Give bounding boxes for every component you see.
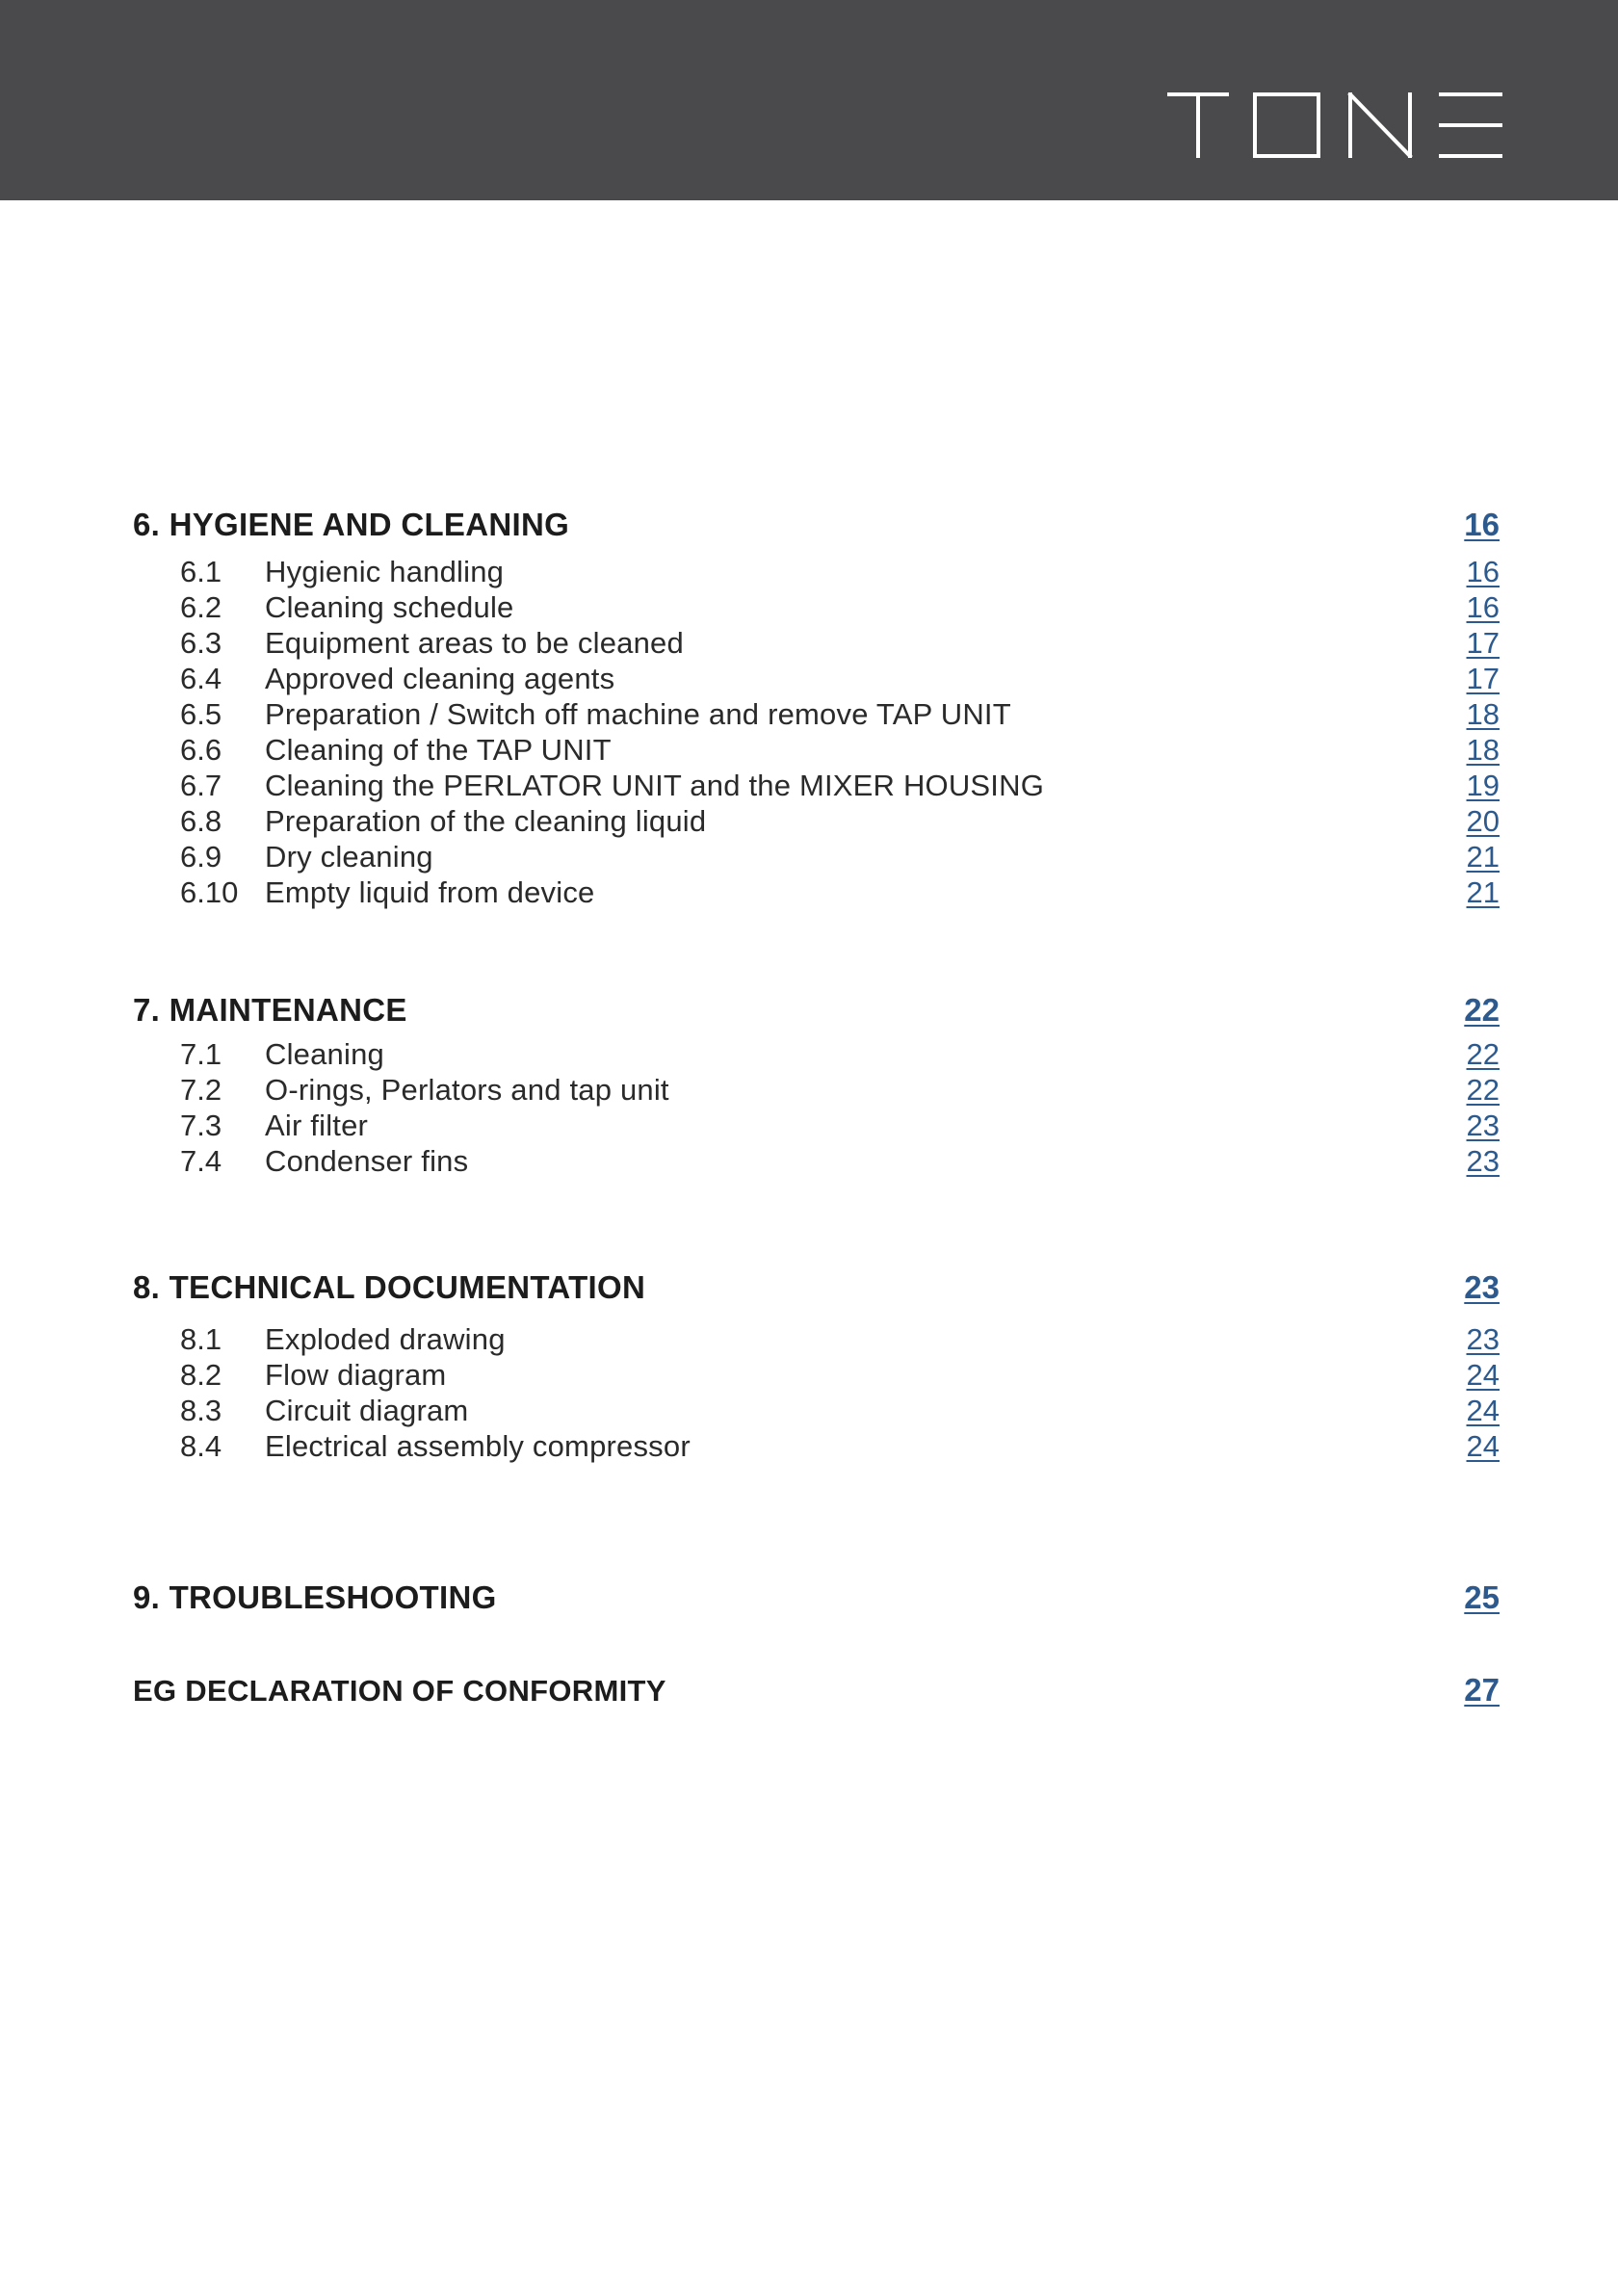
item-number: 6.3 [180,626,222,660]
section-title: 9. TROUBLESHOOTING [133,1579,497,1615]
toc-item-7-2 [133,1075,1500,1113]
item-page-link[interactable]: 17 [1466,626,1500,660]
item-title: Empty liquid from device [265,875,595,909]
toc-item-8-1 [133,1324,1500,1363]
item-page-link[interactable]: 24 [1466,1394,1500,1427]
item-title: Dry cleaning [265,840,433,874]
item-number: 6.6 [180,733,222,767]
item-number: 6.9 [180,840,222,874]
toc-item-7-1 [133,1039,1500,1078]
section-title: 6. HYGIENE AND CLEANING [133,507,570,542]
item-page-link[interactable]: 17 [1466,662,1500,695]
item-page-link[interactable]: 19 [1466,769,1500,802]
item-page-link[interactable]: 24 [1466,1358,1500,1392]
item-page-link[interactable]: 23 [1466,1144,1500,1178]
item-number: 6.8 [180,804,222,838]
item-number: 7.3 [180,1109,222,1142]
item-page-link[interactable]: 21 [1466,875,1500,909]
item-number: 8.2 [180,1358,222,1392]
section-page-link[interactable]: 23 [1464,1269,1500,1305]
toc-item-6-6 [133,735,1500,773]
toc-item-6-10 [133,877,1500,916]
toc-section-8 [133,1269,1500,1312]
item-title: Equipment areas to be cleaned [265,626,684,660]
item-title: Cleaning [265,1037,384,1071]
item-page-link[interactable]: 18 [1466,733,1500,767]
item-title: Approved cleaning agents [265,662,615,695]
toc-item-6-4 [133,664,1500,702]
toc-item-6-7 [133,770,1500,809]
toc-item-6-8 [133,806,1500,845]
item-title: Flow diagram [265,1358,447,1392]
item-number: 6.7 [180,769,222,802]
toc-item-6-1 [133,557,1500,595]
section-title: 7. MAINTENANCE [133,992,407,1028]
toc-item-7-4 [133,1146,1500,1185]
item-title: Circuit diagram [265,1394,469,1427]
item-number: 8.4 [180,1429,222,1463]
item-number: 6.1 [180,555,222,588]
toc-item-6-2 [133,592,1500,631]
item-page-link[interactable]: 22 [1466,1037,1500,1071]
item-page-link[interactable]: 16 [1466,555,1500,588]
section-page-link[interactable]: 27 [1464,1672,1500,1708]
toc-section-eg-declaration [133,1672,1500,1714]
item-title: Air filter [265,1109,369,1142]
item-title: O-rings, Perlators and tap unit [265,1073,669,1107]
item-title: Condenser fins [265,1144,469,1178]
item-title: Cleaning schedule [265,590,514,624]
item-title: Preparation / Switch off machine and remove TAP UNIT [265,697,1011,731]
item-title: Cleaning of the TAP UNIT [265,733,612,767]
section-page-link[interactable]: 22 [1464,992,1500,1028]
item-page-link[interactable]: 21 [1466,840,1500,874]
item-page-link[interactable]: 16 [1466,590,1500,624]
toc-item-8-2 [133,1360,1500,1398]
item-number: 7.1 [180,1037,222,1071]
item-title: Hygienic handling [265,555,505,588]
item-title: Exploded drawing [265,1322,506,1356]
item-page-link[interactable]: 23 [1466,1109,1500,1142]
toc-item-6-3 [133,628,1500,666]
item-page-link[interactable]: 23 [1466,1322,1500,1356]
toc-item-6-9 [133,842,1500,880]
section-page-link[interactable]: 16 [1464,507,1500,542]
toc-item-8-3 [133,1396,1500,1434]
item-title: Cleaning the PERLATOR UNIT and the MIXER HOUSING [265,769,1045,802]
section-page-link[interactable]: 25 [1464,1579,1500,1615]
item-number: 6.2 [180,590,222,624]
item-number: 6.10 [180,875,239,909]
item-number: 7.2 [180,1073,222,1107]
item-number: 8.1 [180,1322,222,1356]
item-number: 8.3 [180,1394,222,1427]
item-page-link[interactable]: 20 [1466,804,1500,838]
section-title: EG DECLARATION OF CONFORMITY [133,1674,666,1708]
toc-section-7 [133,992,1500,1034]
item-page-link[interactable]: 18 [1466,697,1500,731]
toc-section-6 [133,507,1500,549]
item-title: Preparation of the cleaning liquid [265,804,707,838]
toc-item-6-5 [133,699,1500,738]
item-number: 6.4 [180,662,222,695]
item-page-link[interactable]: 24 [1466,1429,1500,1463]
section-title: 8. TECHNICAL DOCUMENTATION [133,1269,646,1305]
item-title: Electrical assembly compressor [265,1429,691,1463]
item-page-link[interactable]: 22 [1466,1073,1500,1107]
item-number: 6.5 [180,697,222,731]
toc-item-7-3 [133,1110,1500,1149]
toc-section-9 [133,1579,1500,1622]
toc-item-8-4 [133,1431,1500,1470]
item-number: 7.4 [180,1144,222,1178]
